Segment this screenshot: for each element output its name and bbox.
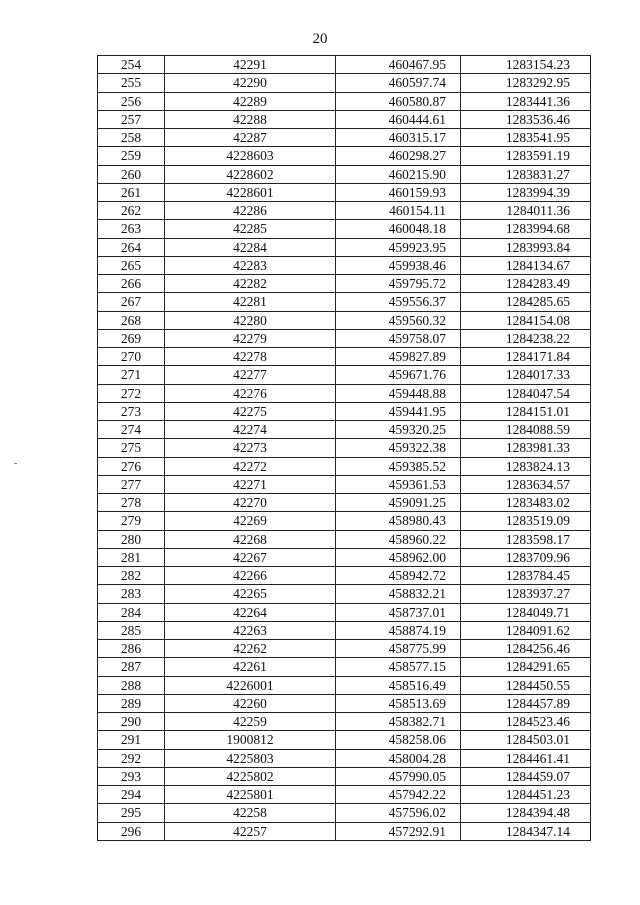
row-number-cell: 255 (98, 74, 165, 92)
row-number-cell: 279 (98, 512, 165, 530)
row-number-cell: 275 (98, 439, 165, 457)
row-number-cell: 263 (98, 220, 165, 238)
table-row (98, 92, 591, 110)
row-number-cell: 274 (98, 421, 165, 439)
table-row (98, 804, 591, 822)
row-number-cell: 256 (98, 92, 165, 110)
point-id-cell: 42266 (165, 567, 336, 585)
row-number-cell: 277 (98, 475, 165, 493)
y-coordinate-cell: 1283598.17 (461, 530, 591, 548)
point-id-cell: 42281 (165, 293, 336, 311)
x-coordinate-cell: 457990.05 (336, 767, 461, 785)
x-coordinate-cell: 459795.72 (336, 275, 461, 293)
x-coordinate-cell: 457596.02 (336, 804, 461, 822)
x-coordinate-cell: 459758.07 (336, 329, 461, 347)
point-id-cell: 42276 (165, 384, 336, 402)
point-id-cell: 42279 (165, 329, 336, 347)
point-id-cell: 42267 (165, 548, 336, 566)
table-row (98, 202, 591, 220)
row-number-cell: 265 (98, 256, 165, 274)
x-coordinate-cell: 459560.32 (336, 311, 461, 329)
table-row (98, 56, 591, 74)
table-row (98, 640, 591, 658)
row-number-cell: 295 (98, 804, 165, 822)
point-id-cell: 42269 (165, 512, 336, 530)
y-coordinate-cell: 1284017.33 (461, 366, 591, 384)
row-number-cell: 296 (98, 822, 165, 840)
x-coordinate-cell: 458980.43 (336, 512, 461, 530)
y-coordinate-cell: 1283831.27 (461, 165, 591, 183)
y-coordinate-cell: 1284285.65 (461, 293, 591, 311)
point-id-cell: 42283 (165, 256, 336, 274)
table-row (98, 348, 591, 366)
table-row (98, 329, 591, 347)
y-coordinate-cell: 1283994.39 (461, 183, 591, 201)
table-row (98, 603, 591, 621)
point-id-cell: 42258 (165, 804, 336, 822)
x-coordinate-cell: 458832.21 (336, 585, 461, 603)
row-number-cell: 287 (98, 658, 165, 676)
table-row (98, 457, 591, 475)
row-number-cell: 258 (98, 129, 165, 147)
y-coordinate-cell: 1284451.23 (461, 786, 591, 804)
y-coordinate-cell: 1284457.89 (461, 694, 591, 712)
point-id-cell: 42263 (165, 621, 336, 639)
row-number-cell: 254 (98, 56, 165, 74)
row-number-cell: 261 (98, 183, 165, 201)
row-number-cell: 289 (98, 694, 165, 712)
point-id-cell: 42284 (165, 238, 336, 256)
y-coordinate-cell: 1283541.95 (461, 129, 591, 147)
x-coordinate-cell: 458513.69 (336, 694, 461, 712)
y-coordinate-cell: 1284154.08 (461, 311, 591, 329)
x-coordinate-cell: 460597.74 (336, 74, 461, 92)
x-coordinate-cell: 459322.38 (336, 439, 461, 457)
row-number-cell: 262 (98, 202, 165, 220)
point-id-cell: 42274 (165, 421, 336, 439)
y-coordinate-cell: 1283536.46 (461, 110, 591, 128)
row-number-cell: 280 (98, 530, 165, 548)
point-id-cell: 42273 (165, 439, 336, 457)
table-row (98, 585, 591, 603)
x-coordinate-cell: 460315.17 (336, 129, 461, 147)
row-number-cell: 260 (98, 165, 165, 183)
y-coordinate-cell: 1283937.27 (461, 585, 591, 603)
row-number-cell: 293 (98, 767, 165, 785)
point-id-cell: 42257 (165, 822, 336, 840)
table-row (98, 238, 591, 256)
row-number-cell: 292 (98, 749, 165, 767)
x-coordinate-cell: 459091.25 (336, 494, 461, 512)
y-coordinate-cell: 1284347.14 (461, 822, 591, 840)
row-number-cell: 285 (98, 621, 165, 639)
row-number-cell: 278 (98, 494, 165, 512)
row-number-cell: 266 (98, 275, 165, 293)
y-coordinate-cell: 1284047.54 (461, 384, 591, 402)
point-id-cell: 4228603 (165, 147, 336, 165)
table-row (98, 694, 591, 712)
x-coordinate-cell: 460580.87 (336, 92, 461, 110)
point-id-cell: 42265 (165, 585, 336, 603)
row-number-cell: 284 (98, 603, 165, 621)
x-coordinate-cell: 458577.15 (336, 658, 461, 676)
y-coordinate-cell: 1283634.57 (461, 475, 591, 493)
x-coordinate-cell: 458960.22 (336, 530, 461, 548)
table-row (98, 384, 591, 402)
point-id-cell: 42260 (165, 694, 336, 712)
point-id-cell: 4225801 (165, 786, 336, 804)
x-coordinate-cell: 460048.18 (336, 220, 461, 238)
point-id-cell: 4228602 (165, 165, 336, 183)
table-row (98, 74, 591, 92)
page-number: 20 (312, 31, 328, 47)
table-row (98, 786, 591, 804)
table-row (98, 402, 591, 420)
y-coordinate-cell: 1284088.59 (461, 421, 591, 439)
table-row (98, 512, 591, 530)
y-coordinate-cell: 1284461.41 (461, 749, 591, 767)
row-number-cell: 288 (98, 676, 165, 694)
table-row (98, 475, 591, 493)
point-id-cell: 42282 (165, 275, 336, 293)
y-coordinate-cell: 1284459.07 (461, 767, 591, 785)
x-coordinate-cell: 459556.37 (336, 293, 461, 311)
x-coordinate-cell: 460467.95 (336, 56, 461, 74)
point-id-cell: 42271 (165, 475, 336, 493)
x-coordinate-cell: 459320.25 (336, 421, 461, 439)
x-coordinate-cell: 458775.99 (336, 640, 461, 658)
point-id-cell: 42272 (165, 457, 336, 475)
y-coordinate-cell: 1284171.84 (461, 348, 591, 366)
point-id-cell: 42285 (165, 220, 336, 238)
y-coordinate-cell: 1283591.19 (461, 147, 591, 165)
y-coordinate-cell: 1283784.45 (461, 567, 591, 585)
x-coordinate-cell: 458962.00 (336, 548, 461, 566)
row-number-cell: 264 (98, 238, 165, 256)
table-row (98, 530, 591, 548)
y-coordinate-cell: 1284238.22 (461, 329, 591, 347)
x-coordinate-cell: 458516.49 (336, 676, 461, 694)
point-id-cell: 42291 (165, 56, 336, 74)
y-coordinate-cell: 1283292.95 (461, 74, 591, 92)
y-coordinate-cell: 1284283.49 (461, 275, 591, 293)
point-id-cell: 42261 (165, 658, 336, 676)
y-coordinate-cell: 1283709.96 (461, 548, 591, 566)
y-coordinate-cell: 1284049.71 (461, 603, 591, 621)
x-coordinate-cell: 458874.19 (336, 621, 461, 639)
point-id-cell: 42264 (165, 603, 336, 621)
table-row (98, 713, 591, 731)
table-row (98, 147, 591, 165)
row-number-cell: 283 (98, 585, 165, 603)
table-row (98, 676, 591, 694)
table-row (98, 749, 591, 767)
y-coordinate-cell: 1284291.65 (461, 658, 591, 676)
stray-mark: - (14, 458, 18, 469)
row-number-cell: 282 (98, 567, 165, 585)
point-id-cell: 42277 (165, 366, 336, 384)
y-coordinate-cell: 1283154.23 (461, 56, 591, 74)
row-number-cell: 272 (98, 384, 165, 402)
point-id-cell: 42289 (165, 92, 336, 110)
point-id-cell: 42290 (165, 74, 336, 92)
table-row (98, 256, 591, 274)
point-id-cell: 4228601 (165, 183, 336, 201)
row-number-cell: 294 (98, 786, 165, 804)
x-coordinate-cell: 459385.52 (336, 457, 461, 475)
x-coordinate-cell: 458004.28 (336, 749, 461, 767)
y-coordinate-cell: 1283519.09 (461, 512, 591, 530)
row-number-cell: 276 (98, 457, 165, 475)
y-coordinate-cell: 1283981.33 (461, 439, 591, 457)
y-coordinate-cell: 1284011.36 (461, 202, 591, 220)
table-row (98, 621, 591, 639)
point-id-cell: 42270 (165, 494, 336, 512)
table-row (98, 311, 591, 329)
row-number-cell: 273 (98, 402, 165, 420)
table-row (98, 567, 591, 585)
x-coordinate-cell: 457292.91 (336, 822, 461, 840)
row-number-cell: 286 (98, 640, 165, 658)
row-number-cell: 271 (98, 366, 165, 384)
table-row (98, 731, 591, 749)
point-id-cell: 42288 (165, 110, 336, 128)
table-row (98, 183, 591, 201)
table-row (98, 658, 591, 676)
x-coordinate-cell: 458382.71 (336, 713, 461, 731)
x-coordinate-cell: 458737.01 (336, 603, 461, 621)
point-id-cell: 42286 (165, 202, 336, 220)
row-number-cell: 268 (98, 311, 165, 329)
row-number-cell: 257 (98, 110, 165, 128)
table-row (98, 165, 591, 183)
x-coordinate-cell: 459671.76 (336, 366, 461, 384)
y-coordinate-cell: 1283824.13 (461, 457, 591, 475)
row-number-cell: 291 (98, 731, 165, 749)
x-coordinate-cell: 460154.11 (336, 202, 461, 220)
point-id-cell: 42268 (165, 530, 336, 548)
y-coordinate-cell: 1284450.55 (461, 676, 591, 694)
point-id-cell: 42287 (165, 129, 336, 147)
coordinates-table-body (98, 56, 591, 841)
x-coordinate-cell: 457942.22 (336, 786, 461, 804)
y-coordinate-cell: 1284523.46 (461, 713, 591, 731)
y-coordinate-cell: 1283441.36 (461, 92, 591, 110)
point-id-cell: 4226001 (165, 676, 336, 694)
x-coordinate-cell: 459923.95 (336, 238, 461, 256)
y-coordinate-cell: 1284134.67 (461, 256, 591, 274)
row-number-cell: 281 (98, 548, 165, 566)
x-coordinate-cell: 459361.53 (336, 475, 461, 493)
coordinates-table (97, 55, 591, 841)
row-number-cell: 267 (98, 293, 165, 311)
table-row (98, 439, 591, 457)
y-coordinate-cell: 1284503.01 (461, 731, 591, 749)
y-coordinate-cell: 1283994.68 (461, 220, 591, 238)
table-row (98, 220, 591, 238)
point-id-cell: 4225802 (165, 767, 336, 785)
y-coordinate-cell: 1283993.84 (461, 238, 591, 256)
table-row (98, 494, 591, 512)
table-row (98, 822, 591, 840)
row-number-cell: 269 (98, 329, 165, 347)
x-coordinate-cell: 460215.90 (336, 165, 461, 183)
table-row (98, 293, 591, 311)
x-coordinate-cell: 459448.88 (336, 384, 461, 402)
point-id-cell: 42259 (165, 713, 336, 731)
row-number-cell: 270 (98, 348, 165, 366)
row-number-cell: 290 (98, 713, 165, 731)
x-coordinate-cell: 459827.89 (336, 348, 461, 366)
table-row (98, 366, 591, 384)
x-coordinate-cell: 460298.27 (336, 147, 461, 165)
point-id-cell: 42278 (165, 348, 336, 366)
y-coordinate-cell: 1284151.01 (461, 402, 591, 420)
y-coordinate-cell: 1284394.48 (461, 804, 591, 822)
y-coordinate-cell: 1284091.62 (461, 621, 591, 639)
table-row (98, 767, 591, 785)
row-number-cell: 259 (98, 147, 165, 165)
point-id-cell: 42262 (165, 640, 336, 658)
x-coordinate-cell: 460444.61 (336, 110, 461, 128)
point-id-cell: 42280 (165, 311, 336, 329)
point-id-cell: 1900812 (165, 731, 336, 749)
x-coordinate-cell: 459441.95 (336, 402, 461, 420)
table-row (98, 275, 591, 293)
table-row (98, 421, 591, 439)
table-row (98, 110, 591, 128)
point-id-cell: 42275 (165, 402, 336, 420)
point-id-cell: 4225803 (165, 749, 336, 767)
x-coordinate-cell: 460159.93 (336, 183, 461, 201)
x-coordinate-cell: 459938.46 (336, 256, 461, 274)
y-coordinate-cell: 1284256.46 (461, 640, 591, 658)
table-row (98, 548, 591, 566)
y-coordinate-cell: 1283483.02 (461, 494, 591, 512)
table-row (98, 129, 591, 147)
x-coordinate-cell: 458258.06 (336, 731, 461, 749)
x-coordinate-cell: 458942.72 (336, 567, 461, 585)
